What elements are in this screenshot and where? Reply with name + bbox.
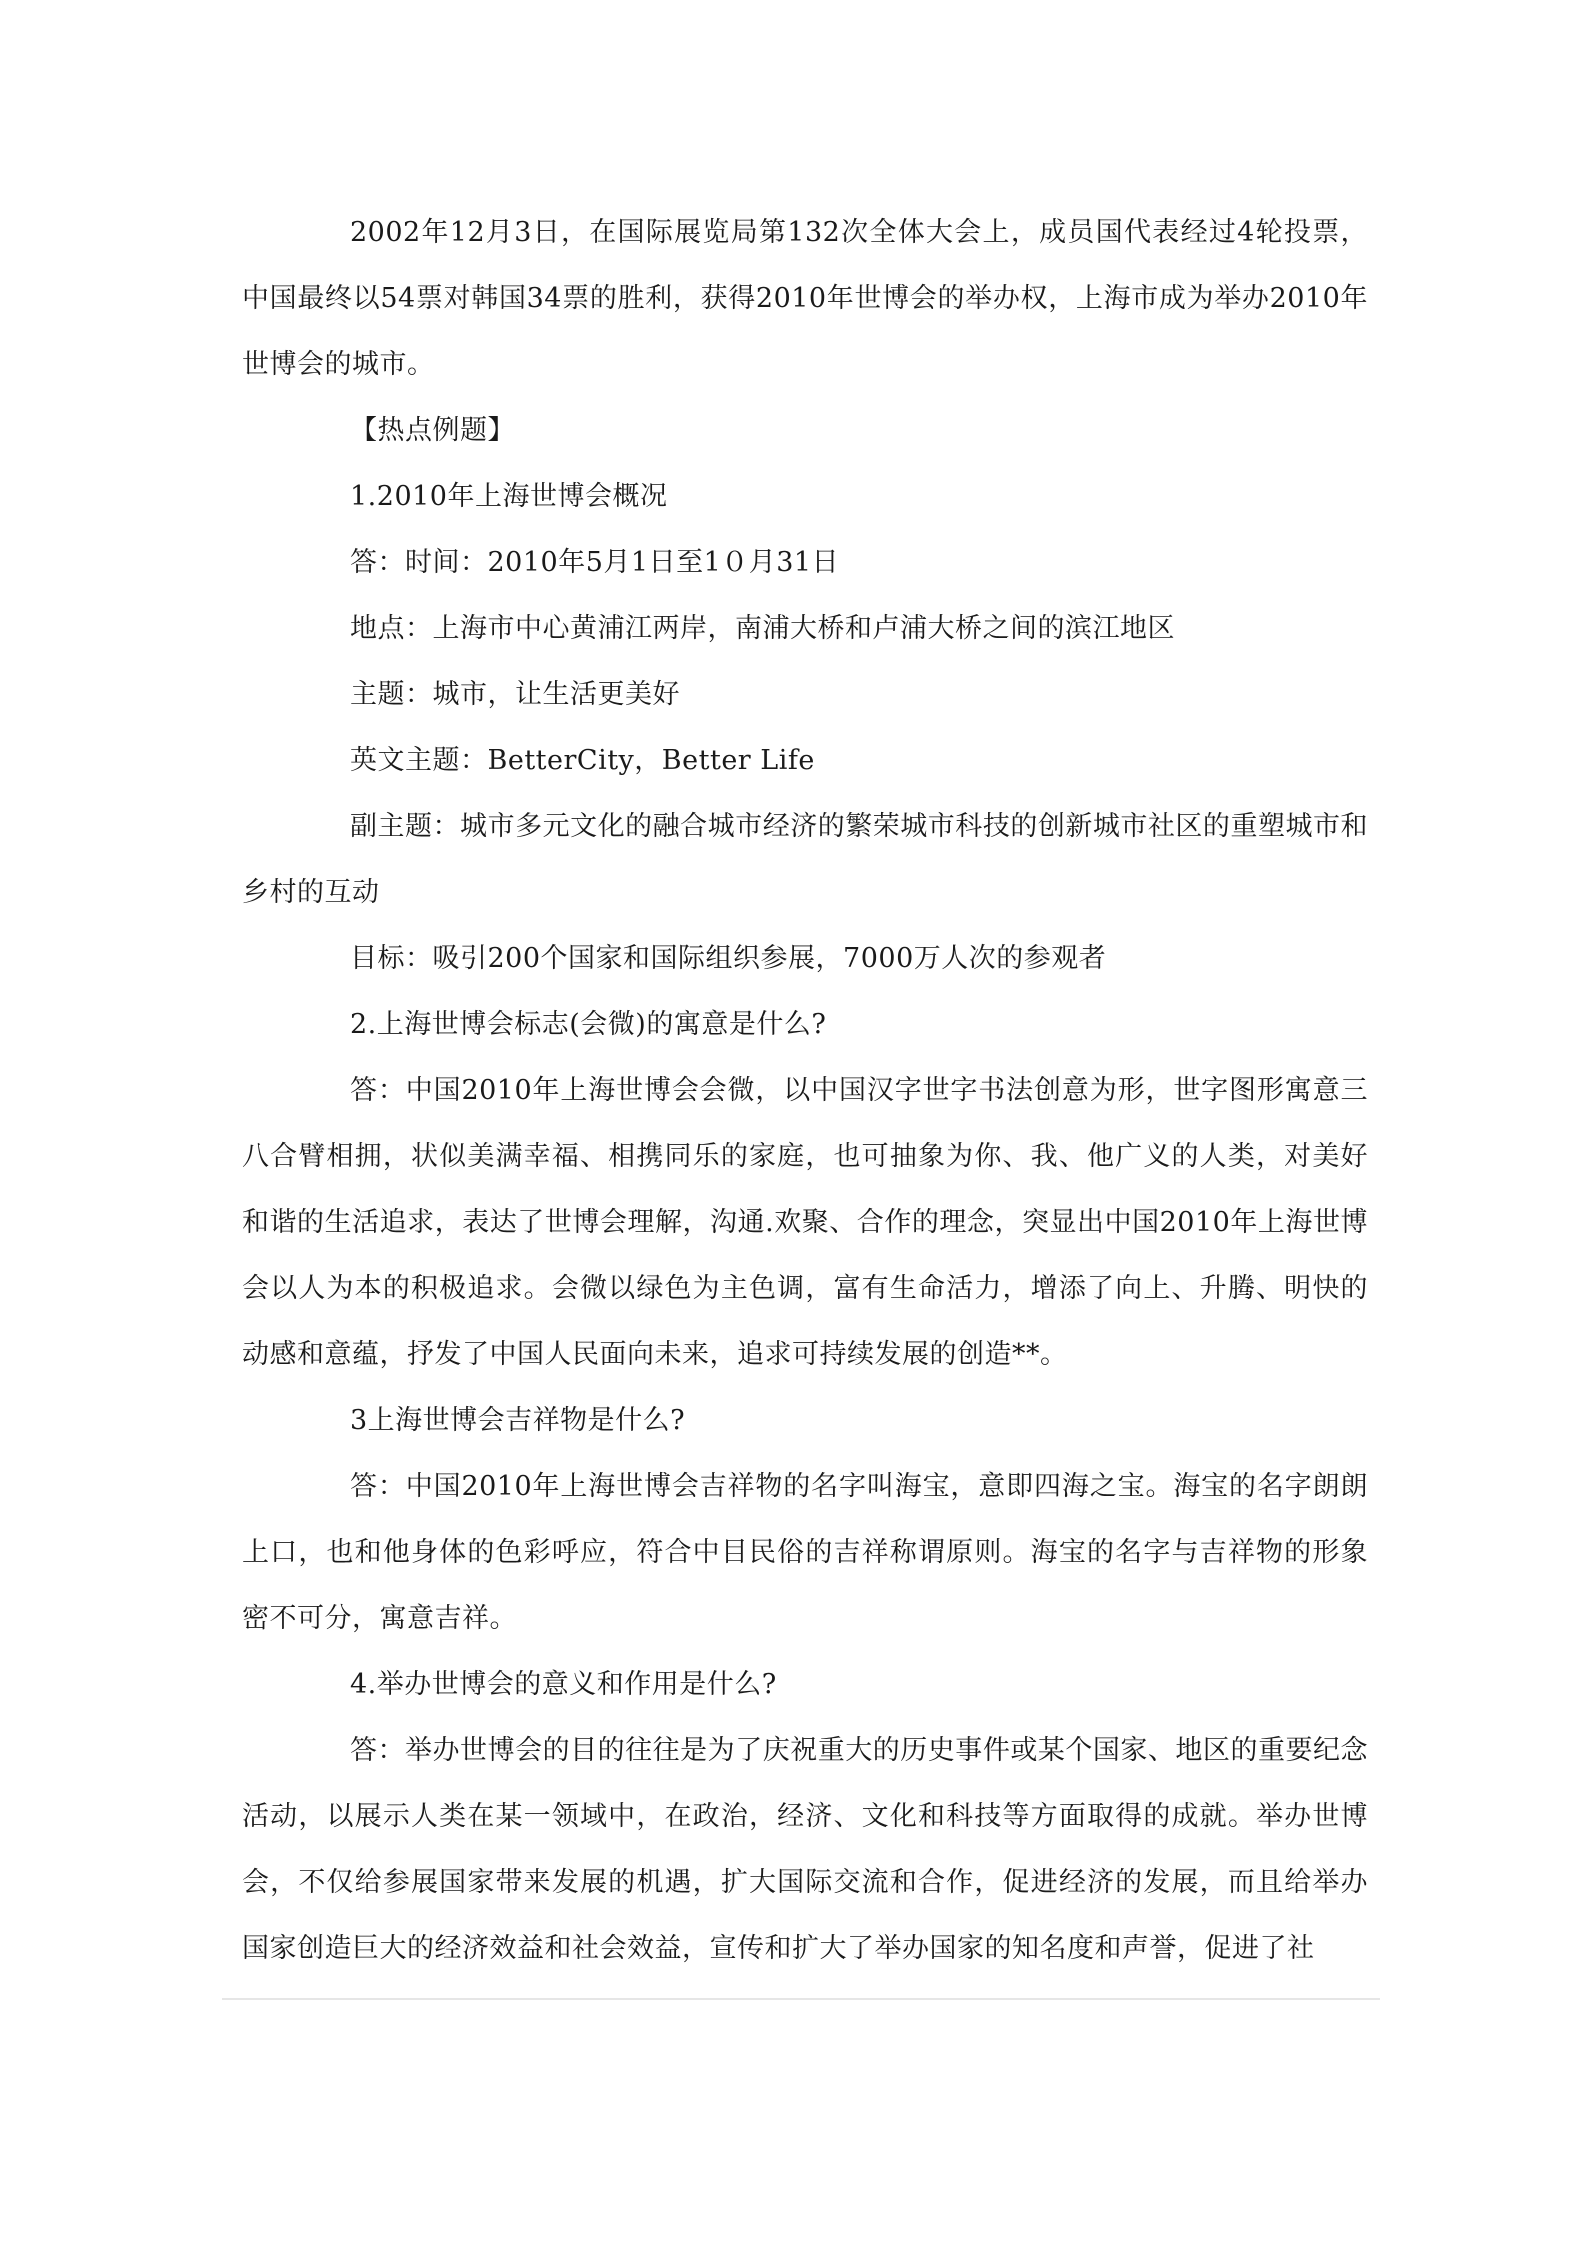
paragraph-hot-examples-heading: 【热点例题】 [350, 415, 515, 446]
paragraph-answer-significance: 答：举办世博会的目的往往是为了庆祝重大的历史事件或某个国家、地区的重要纪念活动，以展示人类在某一领域中，在政治，经济、文化和科技等方面取得的成就。举办世博会，不仅给参展国家带来发展的机遇，扩大国际交流和合作，促进经济的发展，而且给举办国家创造巨大的经济效益和社会效益，宣传和扩大了举办国家的知名度和声誉，促进了社 [242, 1735, 1368, 1964]
paragraph-question-1: 1.2010年上海世博会概况 [350, 481, 668, 512]
paragraph-question-2: 2.上海世博会标志(会微)的寓意是什么? [350, 1009, 827, 1040]
paragraph-answer-location: 地点：上海市中心黄浦江两岸，南浦大桥和卢浦大桥之间的滨江地区 [350, 613, 1175, 644]
paragraph-answer-time: 答：时间：2010年5月1日至1０月31日 [350, 547, 840, 578]
paragraph-question-4: 4.举办世博会的意义和作用是什么? [350, 1669, 777, 1700]
document-body [242, 200, 1368, 1982]
paragraph-answer-mascot: 答：中国2010年上海世博会吉祥物的名字叫海宝，意即四海之宝。海宝的名字朗朗上口，也和他身体的色彩呼应，符合中目民俗的吉祥称谓原则。海宝的名字与吉祥物的形象密不可分，寓意吉祥。 [242, 1471, 1368, 1634]
paragraph-answer-emblem: 答：中国2010年上海世博会会微，以中国汉字世字书法创意为形，世字图形寓意三八合臂相拥，状似美满幸福、相携同乐的家庭，也可抽象为你、我、他广义的人类，对美好和谐的生活追求，表达了世博会理解，沟通.欢聚、合作的理念，突显出中国2010年上海世博会以人为本的积极追求。会微以绿色为主色调，富有生命活力，增添了向上、升腾、明快的动感和意蕴，抒发了中国人民面向未来，追求可持续发展的创造**。 [242, 1075, 1368, 1370]
page-bottom-divider [222, 1998, 1380, 2000]
paragraph-answer-goal: 目标：吸引200个国家和国际组织参展，7000万人次的参观者 [350, 943, 1107, 974]
paragraph-bid-history: 2002年12月3日，在国际展览局第132次全体大会上，成员国代表经过4轮投票，中国最终以54票对韩国34票的胜利，获得2010年世博会的举办权，上海市成为举办2010年世博会的城市。 [242, 217, 1368, 380]
paragraph-answer-theme: 主题：城市，让生活更美好 [350, 679, 680, 710]
paragraph-answer-english-theme: 英文主题：BetterCity，Better Life [350, 745, 815, 776]
paragraph-question-3: 3上海世博会吉祥物是什么? [350, 1405, 686, 1436]
paragraph-answer-sub-themes: 副主题：城市多元文化的融合城市经济的繁荣城市科技的创新城市社区的重塑城市和乡村的互动 [242, 811, 1368, 908]
